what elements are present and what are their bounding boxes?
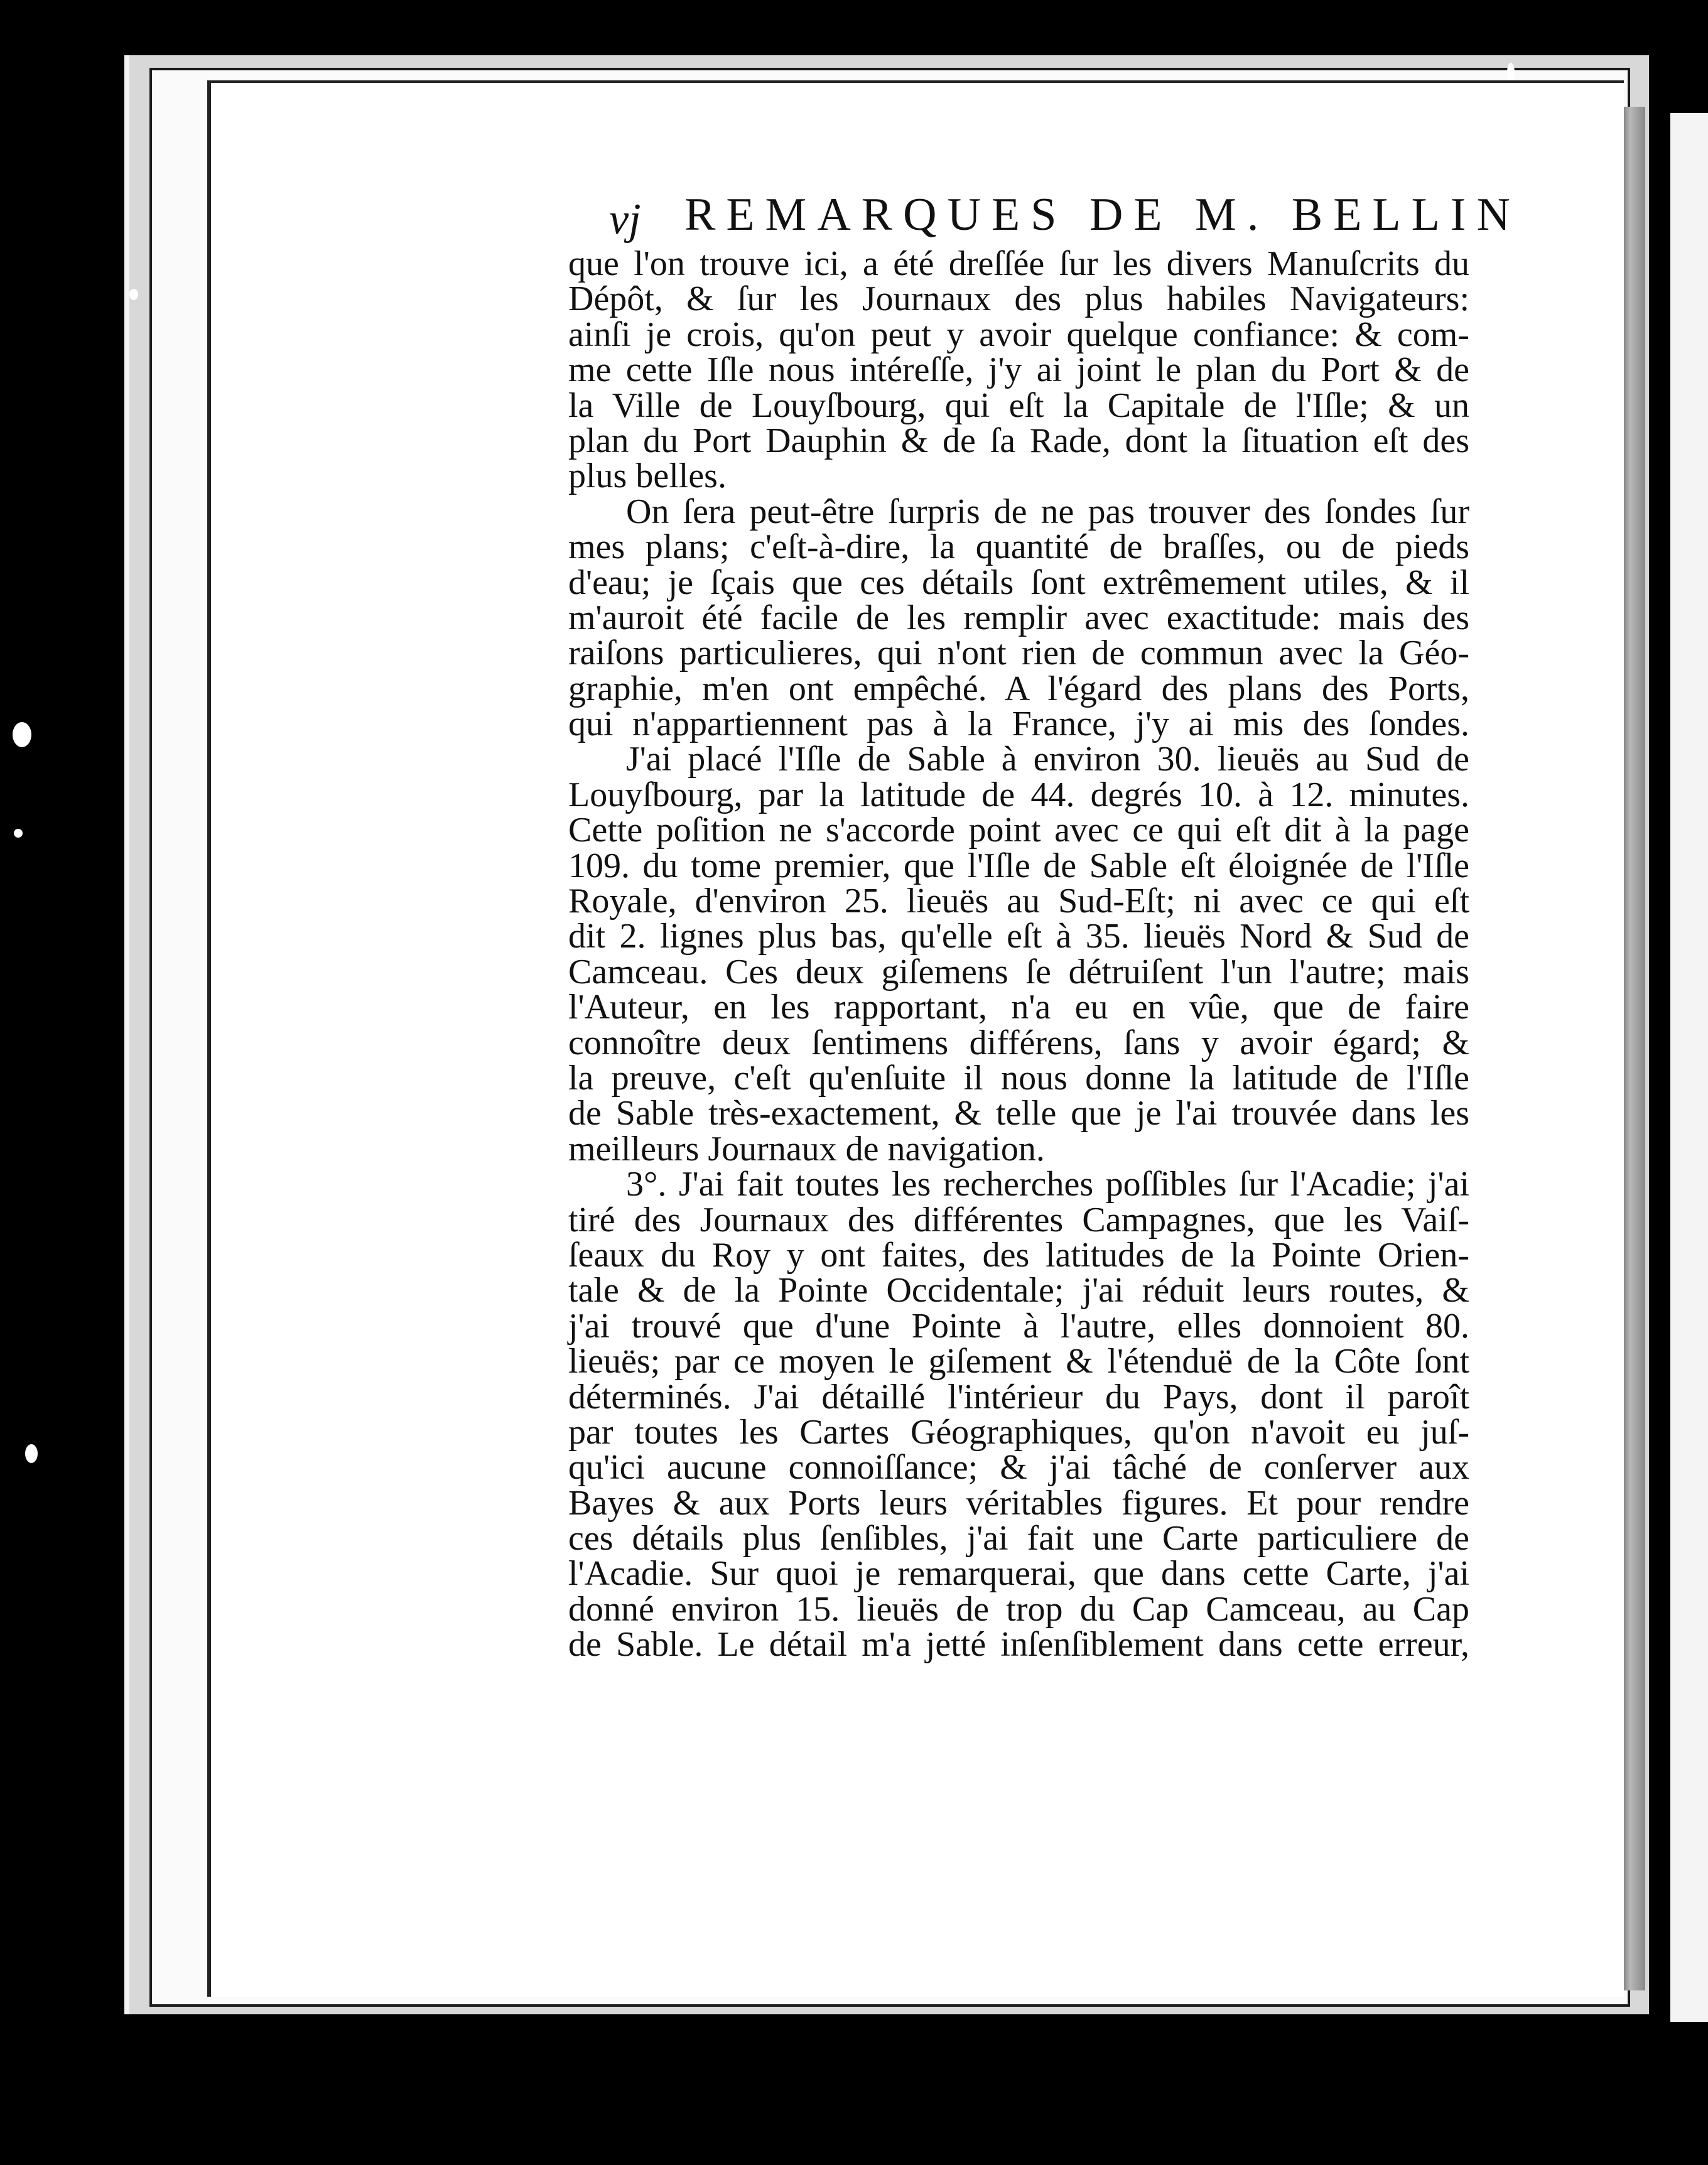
text-line: plan du Port Dauphin & de ſa Rade, dont la ſituation eſt des xyxy=(568,421,1469,460)
text-line: Camceau. Ces deux giſemens ſe détruiſent l'un l'autre; mais xyxy=(568,952,1469,991)
text-line: On ſera peut-être ſurpris de ne pas trouver des ſondes ſur xyxy=(626,492,1469,531)
text-line: ces détails plus ſenſibles, j'ai fait une Carte particuliere de xyxy=(568,1519,1469,1558)
margin-speck xyxy=(129,289,138,300)
text-line: plus belles. xyxy=(568,456,727,496)
text-line: ainſi je crois, qu'on peut y avoir quelque confiance: & com- xyxy=(568,315,1469,354)
text-line: tiré des Journaux des différentes Campagnes, que les Vaiſ- xyxy=(568,1200,1469,1239)
text-line: par toutes les Cartes Géographiques, qu'on n'avoit eu juſ- xyxy=(568,1412,1469,1452)
text-line: qu'ici aucune connoiſſance; & j'ai tâché de conſerver aux xyxy=(568,1448,1469,1487)
text-line: de Sable. Le détail m'a jetté inſenſiblement dans cette erreur, xyxy=(568,1625,1469,1665)
text-line: ſeaux du Roy y ont faites, des latitudes de la Pointe Orien- xyxy=(568,1235,1469,1275)
text-line: Royale, d'environ 25. lieuës au Sud-Eſt; ni avec ce qui eſt xyxy=(568,882,1469,921)
text-line: l'Auteur, en les rapportant, n'a eu en vûe, que de faire xyxy=(568,988,1469,1027)
facing-page-edge xyxy=(1670,113,1708,2022)
text-line: d'eau; je ſçais que ces détails ſont extrêmement utiles, & il xyxy=(568,563,1469,602)
margin-speck xyxy=(13,722,31,747)
text-line: mes plans; c'eſt-à-dire, la quantité de braſſes, ou de pieds xyxy=(568,527,1469,567)
text-line: que l'on trouve ici, a été dreſſée ſur les divers Manuſcrits du xyxy=(568,244,1469,283)
text-line: m'auroit été facile de les remplir avec exactitude: mais des xyxy=(568,598,1469,637)
margin-speck xyxy=(1507,63,1515,82)
text-line: Cette poſition ne s'accorde point avec ce qui eſt dit à la page xyxy=(568,811,1469,850)
text-line: meilleurs Journaux de navigation. xyxy=(568,1129,1045,1169)
text-line: de Sable très-exactement, & telle que je l'ai trouvée dans les xyxy=(568,1094,1469,1133)
text-line: J'ai placé l'Iſle de Sable à environ 30. lieuës au Sud de xyxy=(626,740,1469,779)
text-line: connoître deux ſentimens différens, ſans y avoir égard; & xyxy=(568,1023,1469,1062)
text-line: la preuve, c'eſt qu'enſuite il nous donne la latitude de l'Iſle xyxy=(568,1058,1469,1098)
text-line: déterminés. J'ai détaillé l'intérieur du Pays, dont il paroît xyxy=(568,1377,1469,1417)
text-line: 3°. J'ai fait toutes les recherches poſſibles ſur l'Acadie; j'ai xyxy=(626,1165,1469,1204)
text-line: l'Acadie. Sur quoi je remarquerai, que dans cette Carte, j'ai xyxy=(568,1554,1469,1594)
text-line: qui n'appartiennent pas à la France, j'y ai mis des ſondes. xyxy=(568,705,1469,744)
text-line: graphie, m'en ont empêché. A l'égard des plans des Ports, xyxy=(568,669,1469,708)
book-gutter-shadow xyxy=(1620,107,1645,1990)
text-line: 109. du tome premier, que l'Iſle de Sable eſt éloignée de l'Iſle xyxy=(568,846,1469,885)
text-line: tale & de la Pointe Occidentale; j'ai réduit leurs routes, & xyxy=(568,1271,1469,1310)
page-header xyxy=(609,188,1521,251)
text-line: j'ai trouvé que d'une Pointe à l'autre, elles donnoient 80. xyxy=(568,1306,1469,1346)
margin-speck xyxy=(25,1444,38,1463)
text-line: me cette Iſle nous intéreſſe, j'y ai joint le plan du Port & de xyxy=(568,350,1469,390)
text-line: lieuës; par ce moyen le giſement & l'étenduë de la Côte ſont xyxy=(568,1342,1469,1381)
text-line: dit 2. lignes plus bas, qu'elle eſt à 35. lieuës Nord & Sud de xyxy=(568,917,1469,956)
body-text xyxy=(568,246,1469,1663)
text-line: Louyſbourg, par la latitude de 44. degrés 10. à 12. minutes. xyxy=(568,775,1469,814)
running-title: REMARQUES DE M. BELLIN xyxy=(684,189,1521,240)
text-line: Dépôt, & ſur les Journaux des plus habiles Navigateurs: xyxy=(568,279,1469,319)
text-line: raiſons particulieres, qui n'ont rien de commun avec la Géo- xyxy=(568,634,1469,673)
page-number: vj xyxy=(609,195,641,244)
text-line: donné environ 15. lieuës de trop du Cap Camceau, au Cap xyxy=(568,1589,1469,1629)
text-line: la Ville de Louyſbourg, qui eſt la Capitale de l'Iſle; & un xyxy=(568,386,1469,425)
margin-speck xyxy=(14,829,23,838)
text-line: Bayes & aux Ports leurs véritables figures. Et pour rendre xyxy=(568,1483,1469,1523)
